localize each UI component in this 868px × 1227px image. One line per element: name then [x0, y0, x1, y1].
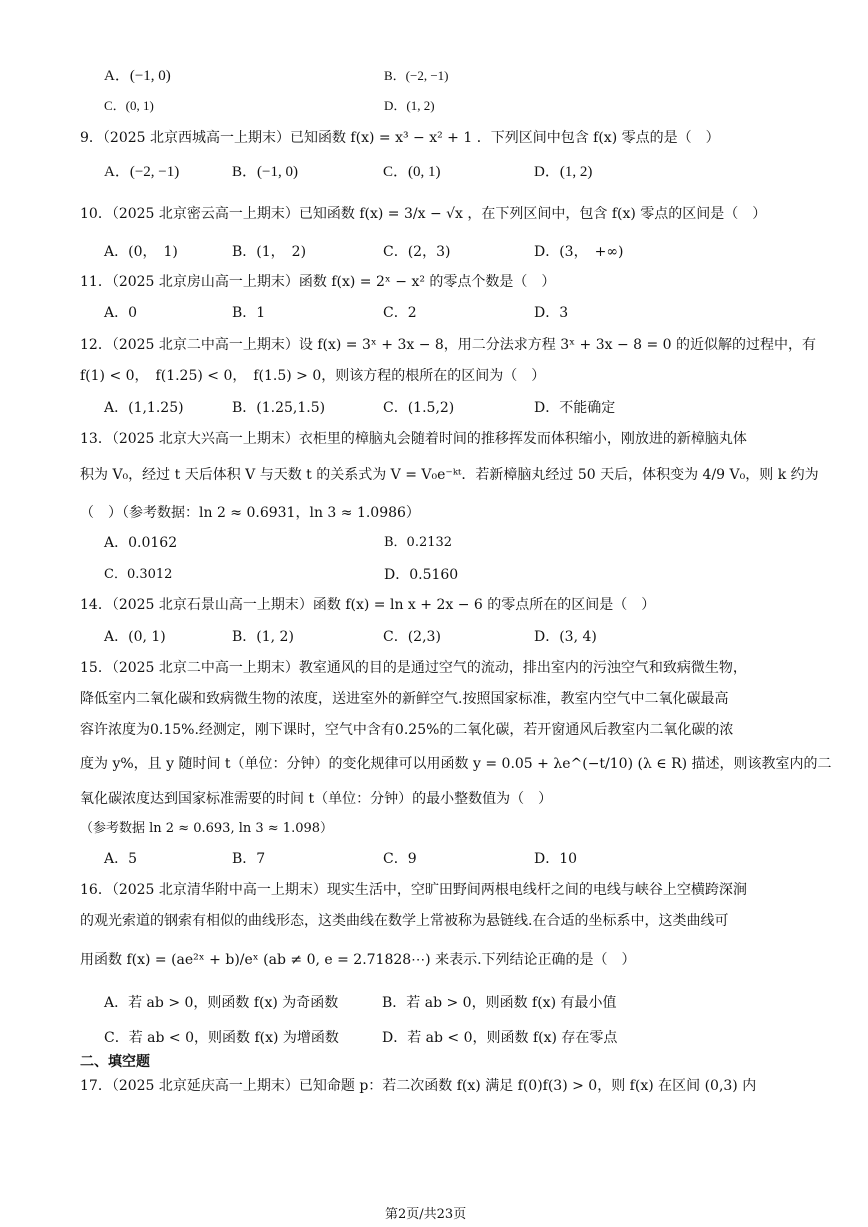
q8-option-d: D．(1, 2)	[384, 98, 435, 113]
q16-stem-line1: 16．（2025 北京清华附中高一上期末）现实生活中，空旷田野间两根电线杆之间的电线与峡谷上空横跨深涧	[80, 882, 747, 898]
q15-stem-line3: 容许浓度为0.15%.经测定，刚下课时，空气中含有0.25%的二氧化碳，若开窗通风后教室内二氧化碳的浓	[80, 722, 734, 738]
q13-option-d: D．0.5160	[384, 567, 459, 583]
q14-option-d: D．(3, 4)	[534, 629, 597, 645]
q13-option-b: B．0.2132	[384, 535, 453, 550]
q9-option-a: A．(−2, −1)	[104, 164, 180, 180]
q13-stem-line2: 积为 V₀，经过 t 天后体积 V 与天数 t 的关系式为 V = V₀e⁻ᵏᵗ．若新樟脑丸经过 50 天后，体积变为 4/9 V₀，则 k 约为	[80, 467, 819, 483]
q14-stem: 14．（2025 北京石景山高一上期末）函数 f(x) = ln x + 2x − 6 的零点所在的区间是（ ）	[80, 597, 656, 613]
q15-option-d: D．10	[534, 851, 578, 867]
q14-option-a: A．(0, 1)	[104, 629, 166, 645]
q13-stem-line1: 13．（2025 北京大兴高一上期末）衣柜里的樟脑丸会随着时间的推移挥发而体积缩小，刚放进的新樟脑丸体	[80, 431, 747, 447]
q12-option-d: D．不能确定	[534, 400, 616, 416]
q13-option-c: C．0.3012	[104, 567, 173, 582]
q8-option-b: B．(−2, −1)	[384, 68, 449, 83]
q11-stem: 11．（2025 北京房山高一上期末）函数 f(x) = 2ˣ − x² 的零点个数是（ ）	[80, 274, 556, 290]
q16-option-b: B．若 ab > 0，则函数 f(x) 有最小值	[382, 995, 617, 1011]
q10-option-b: B．(1， 2)	[232, 244, 307, 260]
q16-option-d: D．若 ab < 0，则函数 f(x) 存在零点	[382, 1030, 618, 1046]
q15-option-a: A．5	[104, 851, 138, 867]
q9-option-d: D．(1, 2)	[534, 164, 593, 180]
q11-option-c: C．2	[383, 305, 417, 321]
q9-option-c: C．(0, 1)	[383, 164, 441, 180]
q15-stem-line5: 氧化碳浓度达到国家标准需要的时间 t（单位：分钟）的最小整数值为（ ）	[80, 791, 553, 807]
q15-stem-line1: 15．（2025 北京二中高一上期末）教室通风的目的是通过空气的流动，排出室内的污浊空气和致病微生物，	[80, 660, 747, 676]
q12-option-c: C．(1.5,2)	[383, 400, 455, 416]
q11-option-a: A．0	[104, 305, 138, 321]
q15-stem-line4: 度为 y%，且 y 随时间 t（单位：分钟）的变化规律可以用函数 y = 0.05 + λe^(−t/10) (λ ∈ R) 描述，则该教室内的二	[80, 756, 832, 772]
q17-stem: 17．（2025 北京延庆高一上期末）已知命题 p：若二次函数 f(x) 满足 f(0)f(3) > 0，则 f(x) 在区间 (0,3) 内	[80, 1078, 757, 1094]
q9-option-b: B．(−1, 0)	[232, 164, 298, 180]
q15-option-c: C．9	[383, 851, 417, 867]
q16-stem-line3: 用函数 f(x) = (ae²ˣ + b)/eˣ (ab ≠ 0, e = 2.71828⋯) 来表示.下列结论正确的是（ ）	[80, 952, 636, 968]
q8-option-c: C．(0, 1)	[104, 98, 154, 113]
q15-stem-line2: 降低室内二氧化碳和致病微生物的浓度，送进室外的新鲜空气.按照国家标准，教室内空气中二氧化碳最高	[80, 691, 729, 707]
q12-stem-line2: f(1) < 0， f(1.25) < 0， f(1.5) > 0，则该方程的根所在的区间为（ ）	[80, 368, 546, 384]
q10-option-a: A．(0， 1)	[104, 244, 178, 260]
q12-stem-line1: 12．（2025 北京二中高一上期末）设 f(x) = 3ˣ + 3x − 8，用二分法求方程 3ˣ + 3x − 8 = 0 的近似解的过程中，有	[80, 337, 817, 353]
q10-option-d: D．(3， +∞)	[534, 244, 624, 260]
q15-option-b: B．7	[232, 851, 266, 867]
q12-option-a: A．(1,1.25)	[104, 400, 184, 416]
q16-option-a: A．若 ab > 0，则函数 f(x) 为奇函数	[104, 995, 339, 1011]
q10-stem: 10．（2025 北京密云高一上期末）已知函数 f(x) = 3/x − √x ，在下列区间中，包含 f(x) 零点的区间是（ ）	[80, 206, 767, 222]
q11-option-b: B．1	[232, 305, 266, 321]
q9-stem: 9．（2025 北京西城高一上期末）已知函数 f(x) = x³ − x² + 1 ．下列区间中包含 f(x) 零点的是（ ）	[80, 130, 720, 146]
q15-reference-data: （参考数据 ln 2 ≈ 0.693, ln 3 ≈ 1.098）	[80, 821, 334, 836]
q8-option-a: A．(−1, 0)	[104, 68, 171, 84]
q14-option-b: B．(1, 2)	[232, 629, 294, 645]
q14-option-c: C．(2,3)	[383, 629, 441, 645]
q13-stem-line3: （ ）（参考数据：ln 2 ≈ 0.6931，ln 3 ≈ 1.0986）	[80, 505, 420, 521]
q10-option-c: C．(2，3)	[383, 244, 451, 260]
q16-option-c: C．若 ab < 0，则函数 f(x) 为增函数	[104, 1030, 339, 1046]
q12-option-b: B．(1.25,1.5)	[232, 400, 326, 416]
q16-stem-line2: 的观光索道的钢索有相似的曲线形态，这类曲线在数学上常被称为悬链线.在合适的坐标系中，这类曲线可	[80, 913, 729, 929]
q11-option-d: D．3	[534, 305, 569, 321]
section-heading-fill-in: 二、填空题	[80, 1054, 150, 1070]
q13-option-a: A．0.0162	[104, 535, 178, 551]
page-number: 第2页/共23页	[385, 1207, 467, 1222]
